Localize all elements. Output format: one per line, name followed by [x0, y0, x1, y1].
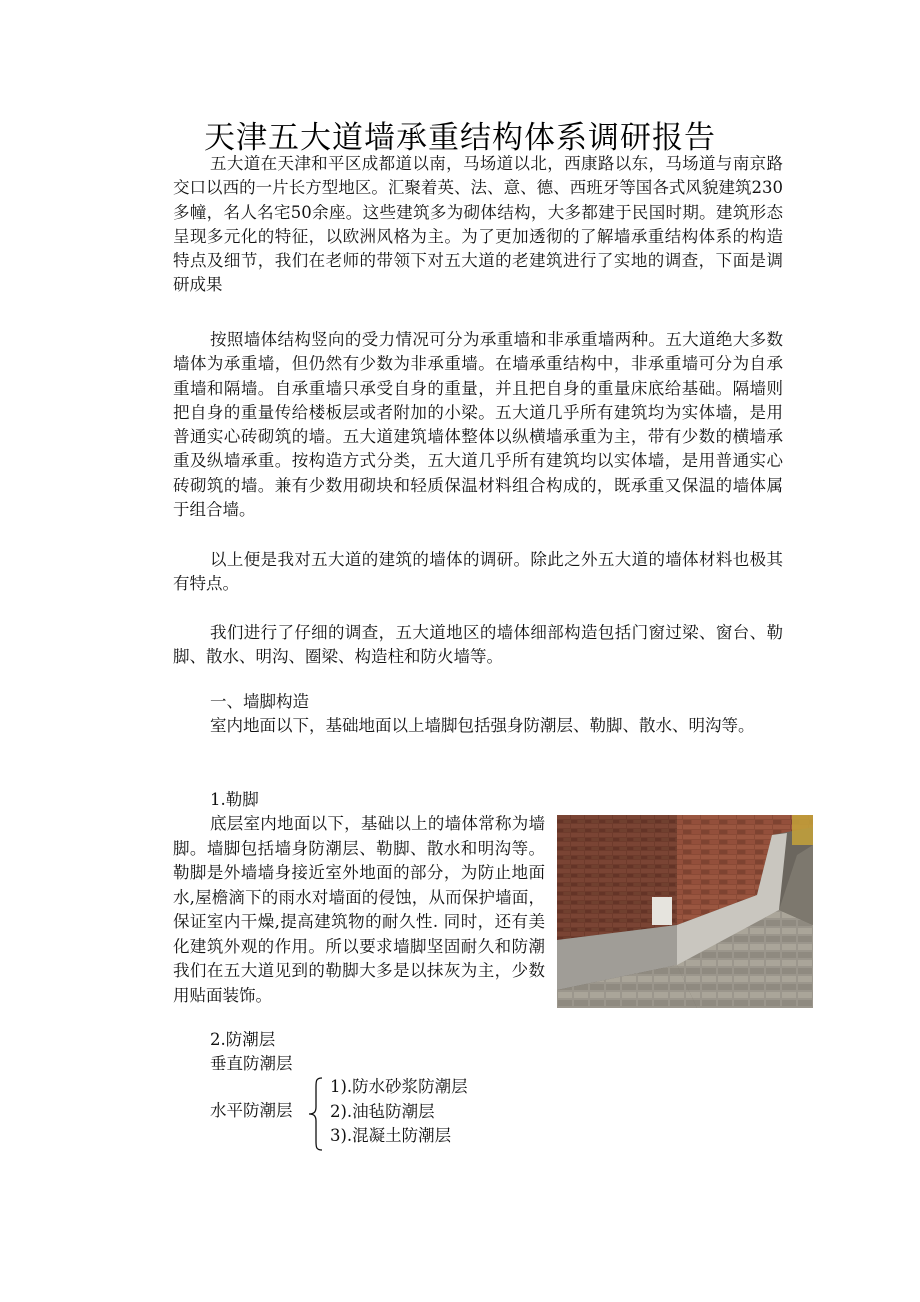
plinth-text: 底层室内地面以下，基础以上的墙体常称为墙脚。墙脚包括墙身防潮层、勒脚、散水和明沟等。勒脚是外墙墙身接近室外地面的部分，为防止地面水,屋檐滴下的雨水对墙面的侵蚀，从而保护墙面，保证室内干燥,提高建筑物的耐久性. 同时，还有美化建筑外观的作用。所以要求墙脚坚固耐久和防潮我们在五大道见到的勒脚大多是以抹灰为主，少数用贴面装饰。 — [173, 814, 545, 1005]
horizontal-dampproof-label: 水平防潮层 — [210, 1101, 293, 1120]
dampproof-items — [330, 1075, 468, 1149]
section1-text: 室内地面以下，基础地面以上墙脚包括强身防潮层、勒脚、散水、明沟等。 — [210, 716, 755, 735]
summary-text: 以上便是我对五大道的建筑的墙体的调研。除此之外五大道的墙体材料也极其有特点。 — [173, 550, 783, 594]
classification-text: 按照墙体结构竖向的受力情况可分为承重墙和非承重墙两种。五大道绝大多数墙体为承重墙，但仍然有少数为非承重墙。在墙承重结构中，非承重墙可分为自承重墙和隔墙。自承重墙只承受自身的重量，并且把自身的重量床底给基础。隔墙则把自身的重量传给楼板层或者附加的小梁。五大道几乎所有建筑均为实体墙，是用普通实心砖砌筑的墙。五大道建筑墙体整体以纵横墙承重为主，带有少数的横墙承重及纵墙承重。按构造方式分类，五大道几乎所有建筑均以实体墙，是用普通实心砖砌筑的墙。兼有少数用砌块和轻质保温材料组合构成的，既承重又保温的墙体属于组合墙。 — [173, 330, 783, 520]
summary-paragraph — [173, 548, 783, 597]
classification-paragraph — [173, 328, 783, 522]
plinth-heading: 1.勒脚 — [210, 790, 259, 809]
section1-heading: 一、墙脚构造 — [210, 692, 309, 711]
dampproof-item: 1).防水砂浆防潮层 — [330, 1077, 468, 1096]
plinth-paragraph — [173, 812, 545, 1008]
intro-paragraph — [173, 152, 783, 298]
curly-brace-icon — [306, 1077, 324, 1151]
dampproof-item: 2).油毡防潮层 — [330, 1101, 435, 1121]
document-title: 天津五大道墙承重结构体系调研报告 — [204, 120, 716, 156]
plinth-photo — [557, 815, 813, 1008]
intro-text: 五大道在天津和平区成都道以南，马场道以北，西康路以东，马场道与南京路交口以西的一片长方型地区。汇聚着英、法、意、德、西班牙等国各式风貌建筑230多幢，名人名宅50余座。这些建筑多为砌体结构，大多都建于民国时期。建筑形态呈现多元化的特征，以欧洲风格为主。为了更加透彻的了解墙承重结构体系的构造特点及细节，我们在老师的带领下对五大道的老建筑进行了实地的调查，下面是调研成果 — [173, 154, 783, 295]
section1-paragraph — [173, 714, 783, 738]
details-text: 我们进行了仔细的调查，五大道地区的墙体细部构造包括门窗过梁、窗台、勒脚、散水、明沟、圈梁、构造柱和防火墙等。 — [173, 623, 783, 667]
dampproof-item: 3).混凝土防潮层 — [330, 1126, 452, 1145]
dampproof-vertical: 垂直防潮层 — [210, 1054, 293, 1073]
details-paragraph — [173, 621, 783, 670]
dampproof-heading: 2.防潮层 — [210, 1030, 276, 1049]
brick-plinth-image — [557, 815, 813, 1008]
